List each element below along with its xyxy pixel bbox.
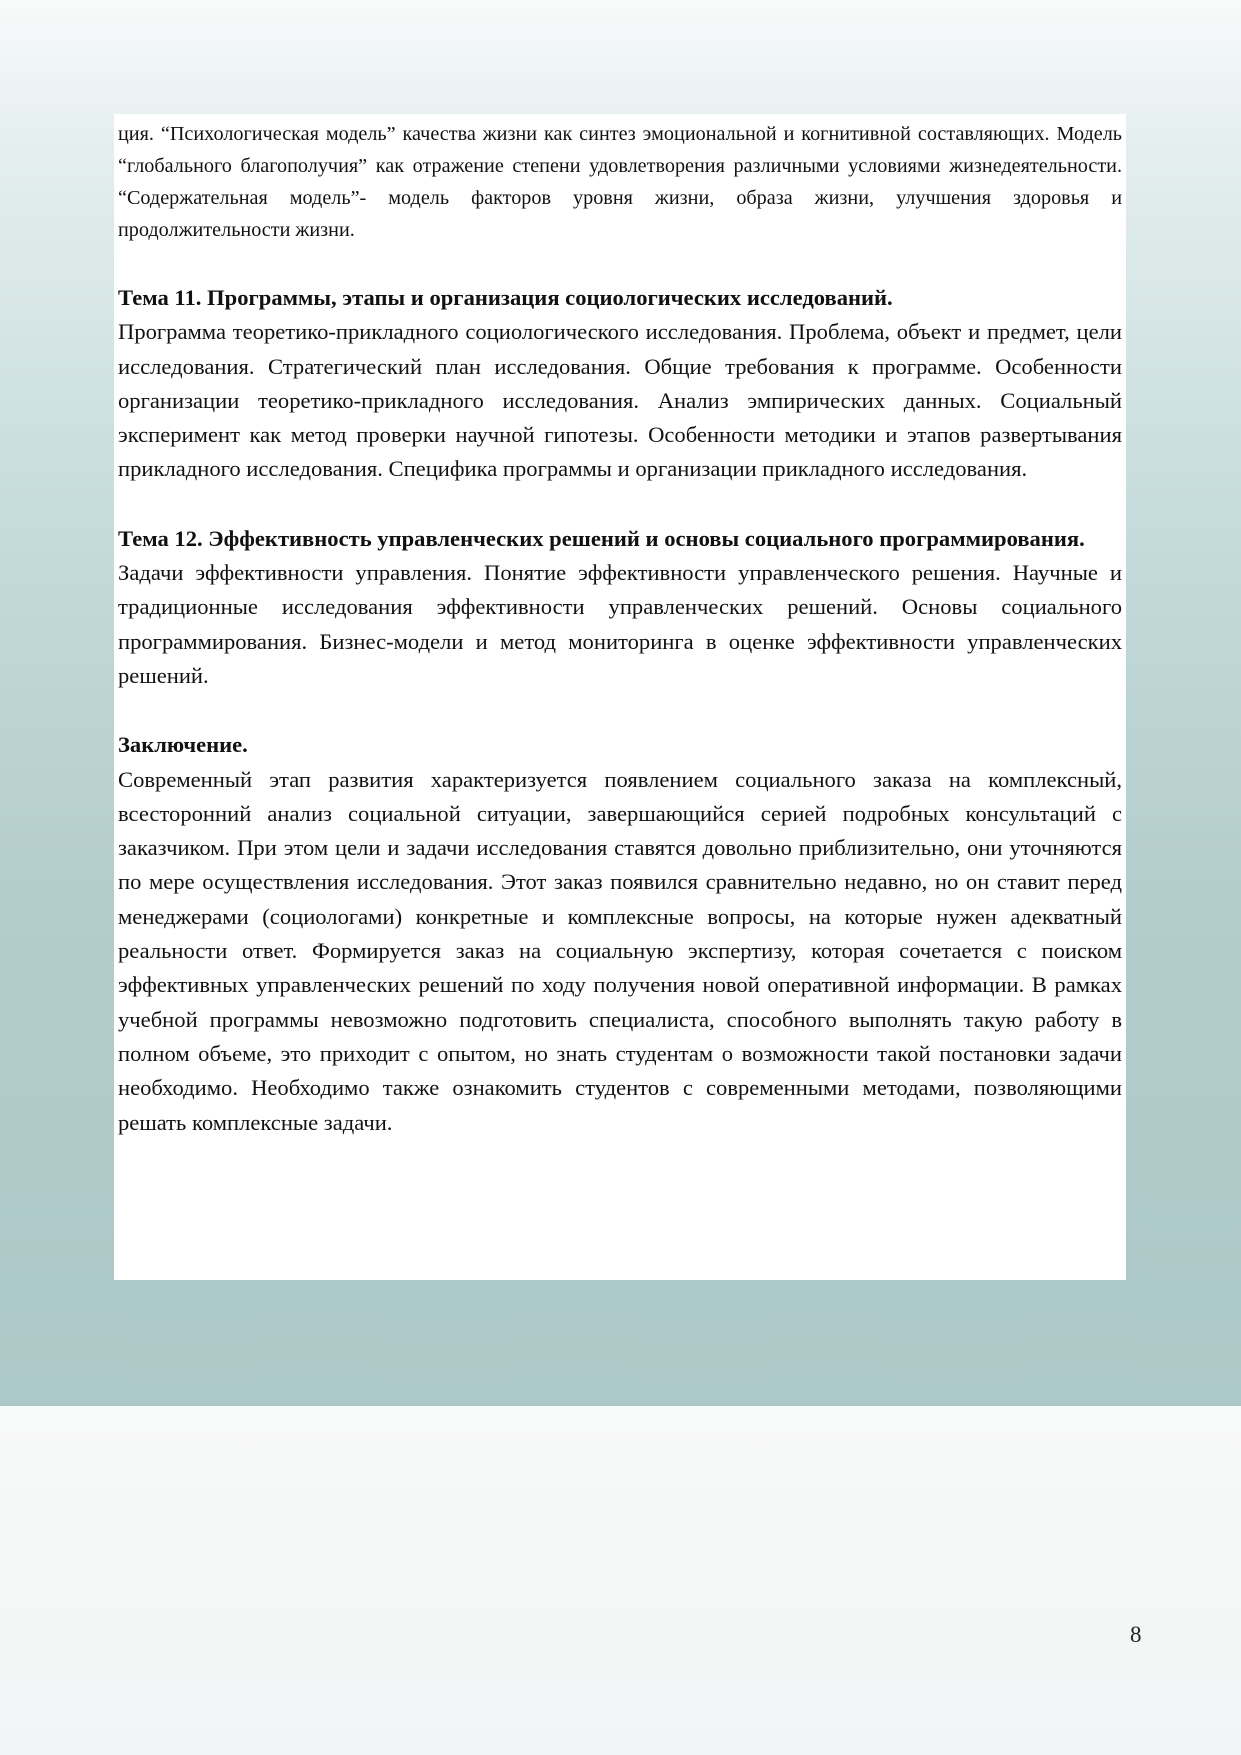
section-12-body: Задачи эффективности управления. Понятие эффективности управленческого решения. Научные и традиционные исследования эффективности управленческих решений. Основы социального программирования. Бизнес-модели и метод мониторинга в оценке эффективности управленческих решений. xyxy=(118,560,1122,688)
content-panel xyxy=(114,114,1126,1280)
section-12-heading: Тема 12. Эффективность управленческих решений и основы социального программирования. xyxy=(118,525,1085,551)
section-11-heading: Тема 11. Программы, этапы и организация социологических исследований. xyxy=(118,285,893,310)
conclusion-heading: Заключение. xyxy=(118,732,248,758)
page-number: 8 xyxy=(1130,1622,1142,1647)
section-11-body: Программа теоретико-прикладного социологического исследования. Проблема, объект и предмет, цели исследования. Стратегический план исследования. Общие требования к программе. Особенности организации теоретико-прикладного исследования. Анализ эмпирических данных. Социальный эксперимент как метод проверки научной гипотезы. Особенности методики и этапов развертывания прикладного исследования. Специфика программы и организации прикладного исследования. xyxy=(118,319,1122,482)
page-background-lower xyxy=(0,1406,1241,1755)
spacer xyxy=(118,487,1122,522)
conclusion-body: Современный этап развития характеризуется появлением социального заказа на комплексный, всесторонний анализ социальной ситуации, завершающийся серией подробных консультаций с заказчиком. При этом цели и задачи исследования ставятся довольно приблизительно, они уточняются по мере осуществления исследования. Этот заказ появился сравнительно недавно, но он ставит перед менеджерами (социологами) конкретные и комплексные вопросы, на которые нужен адекватный реальности ответ. Формируется заказ на социальную экспертизу, которая сочетается с поиском эффективных управленческих решений по ходу получения новой оперативной информации. В рамках учебной программы невозможно подготовить специалиста, способного выполнять такую работу в полном объеме, это приходит с опытом, но знать студентам о возможности такой постановки задачи необходимо. Необходимо также ознакомить студентов с современными методами, позволяющими решать комплексные задачи. xyxy=(118,766,1122,1135)
spacer xyxy=(118,693,1122,728)
intro-paragraph: ция. “Психологическая модель” качества жизни как синтез эмоциональной и когнитивной составляющих. Модель “глобального благополучия” как отражение степени удовлетворения различными условиями жизнедеятельности. “Содержательная модель”- модель факторов уровня жизни, образа жизни, улучшения здоровья и продолжительности жизни. xyxy=(118,123,1122,241)
spacer xyxy=(118,246,1122,281)
